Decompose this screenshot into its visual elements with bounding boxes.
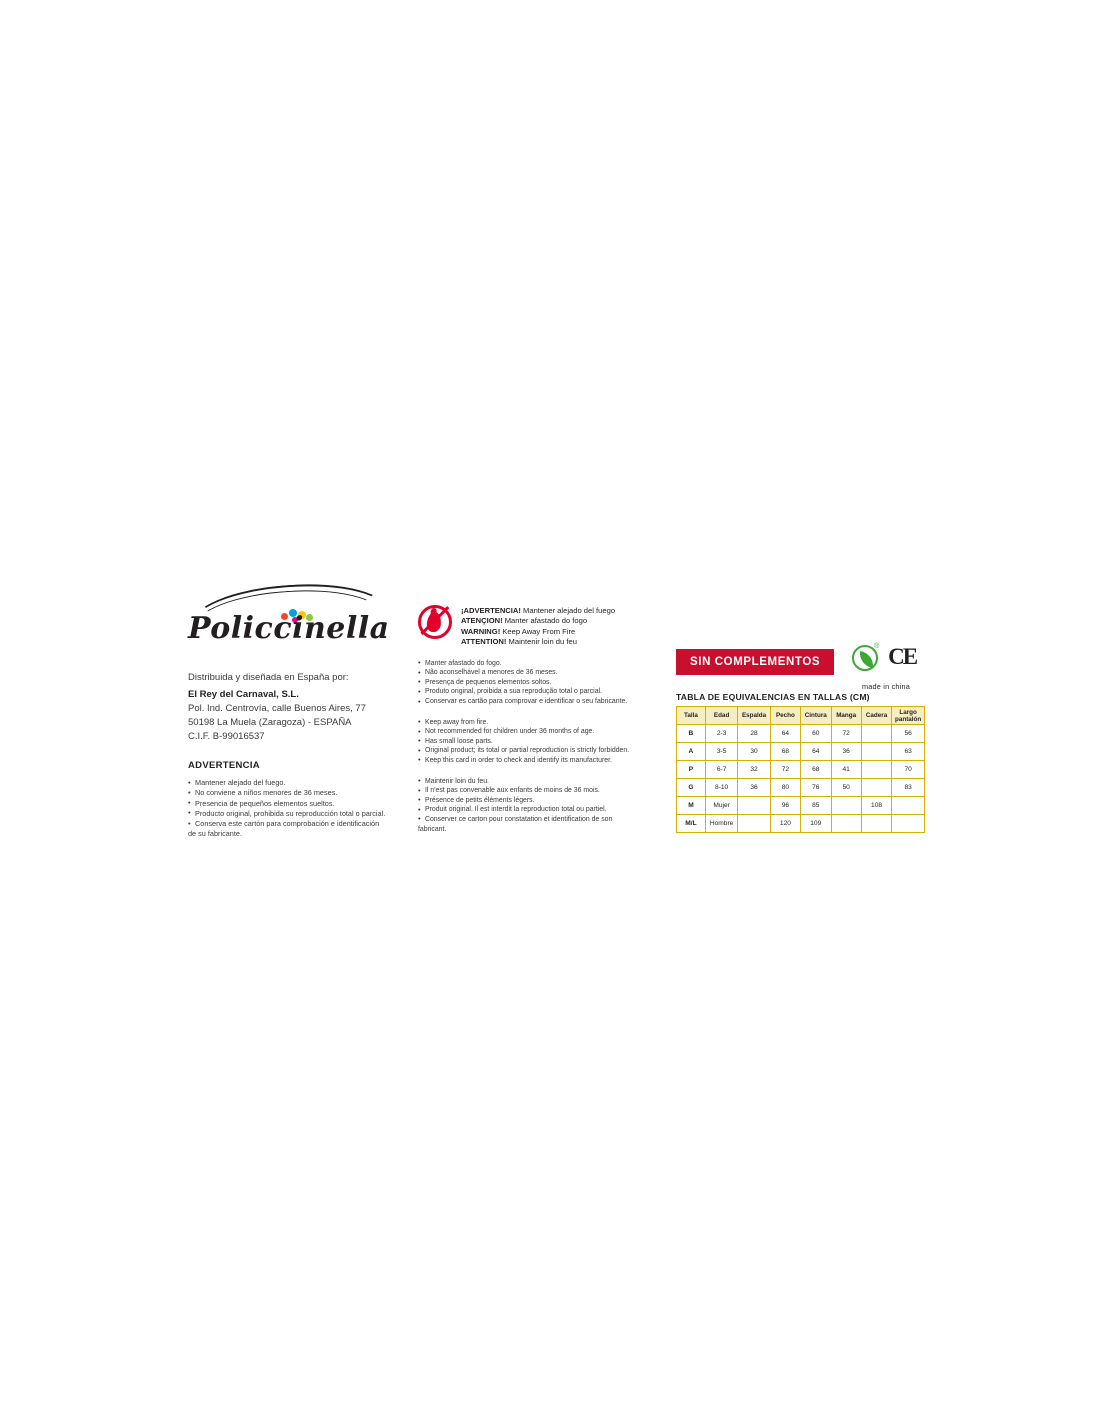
cell-age: 8-10 [705,779,737,797]
list-item: • Maintenir loin du feu. [418,777,648,787]
cell-back: 30 [738,743,771,761]
list-item: • Produto original, proibida a sua reprodução total o parcial. [418,687,648,697]
list-item: • Keep this card in order to check and identify its manufacturer. [418,756,648,766]
column-header: Largo pantalón [892,707,925,725]
list-item: • Not recommended for children under 36 months of age. [418,727,648,737]
warning-list-en-block [418,718,648,766]
cell-chest: 64 [770,725,800,743]
cell-back: 32 [738,761,771,779]
cell-chest: 96 [770,797,800,815]
list-item: • Producto original, prohibida su reproducción total o parcial. [188,809,428,819]
cell-waist: 68 [801,761,831,779]
cell-hip [861,815,891,833]
table-row [677,761,925,779]
cell-age: Hombre [705,815,737,833]
cell-hip [861,779,891,797]
list-item: • No conviene a niños menores de 36 meses. [188,788,428,798]
cell-sleeve: 36 [831,743,861,761]
cell-trouser-length [892,815,925,833]
ce-mark: CE [888,644,917,669]
cell-waist: 64 [801,743,831,761]
list-item: • Manter afastado do fogo. [418,659,648,669]
company-name: El Rey del Carnaval, S.L. [188,689,299,700]
table-row [677,797,925,815]
cell-sleeve: 41 [831,761,861,779]
warning-list-fr-block [418,777,648,835]
column-header: Edad [705,707,737,725]
list-item: • Presença de pequenos elementos soltos. [418,678,648,688]
list-item: • Presencia de pequeños elementos sueltos. [188,799,428,809]
cell-back [738,815,771,833]
cell-chest: 68 [770,743,800,761]
warning-headline-text: Keep Away From Fire [500,626,576,636]
warning-list-es [188,778,428,840]
list-item: • Mantener alejado del fuego. [188,778,428,788]
cell-waist: 85 [801,797,831,815]
company-cif: C.I.F. B-99016537 [188,731,265,742]
cell-size: B [677,725,706,743]
distributed-label: Distribuida y diseñada en España por: [188,672,349,683]
right-column [676,645,936,833]
cell-hip: 108 [861,797,891,815]
warning-headline-text: Maintenir loin du feu [506,637,577,647]
cell-sleeve: 50 [831,779,861,797]
distributor-block [188,671,428,744]
address-line-1: Pol. Ind. Centrovía, calle Buenos Aires, 77 [188,703,366,714]
column-header: Cintura [801,707,831,725]
warning-headline-label: ATTENTION! [461,637,507,647]
list-item: • Il n'est pas convenable aux enfants de moins de 36 mois. [418,786,648,796]
status-badge: SIN COMPLEMENTOS [676,649,834,675]
list-item: • Não aconselhável a menores de 36 meses. [418,668,648,678]
brand-logo [188,585,393,657]
cell-chest: 120 [770,815,800,833]
warning-list-fr [418,777,648,835]
middle-column [418,605,648,834]
cell-size: M/L [677,815,706,833]
cell-size: M [677,797,706,815]
cell-trouser-length: 83 [892,779,925,797]
cell-hip [861,725,891,743]
list-item: • Conserver ce carton pour constatation et identification de son [418,815,648,825]
cell-trouser-length: 63 [892,743,925,761]
table-row [677,743,925,761]
warning-headline-lines [461,605,615,648]
table-row [677,779,925,797]
list-item: • Conservar es cartão para comprovar e identificar o seu fabricante. [418,697,648,707]
warning-heading: ADVERTENCIA [188,760,260,771]
cell-trouser-length: 56 [892,725,925,743]
list-item: • Has small loose parts. [418,737,648,747]
cell-waist: 60 [801,725,831,743]
size-table-title: TABLA DE EQUIVALENCIAS EN TALLAS (CM) [676,692,870,702]
cell-age: 3-5 [705,743,737,761]
list-item-continuation: fabricant. [418,825,447,833]
cell-size: G [677,779,706,797]
multilingual-warning-header [418,605,648,648]
cell-trouser-length: 70 [892,761,925,779]
cell-sleeve: 72 [831,725,861,743]
table-row [677,815,925,833]
cell-size: A [677,743,706,761]
list-item: • Présence de petits éléments légers. [418,796,648,806]
column-header: Pecho [770,707,800,725]
cell-trouser-length [892,797,925,815]
certification-marks [852,645,924,679]
address-line-2: 50198 La Muela (Zaragoza) - ESPAÑA [188,717,352,728]
cell-age: 6-7 [705,761,737,779]
cell-waist: 76 [801,779,831,797]
cell-back: 36 [738,779,771,797]
list-item: • Conserva este cartón para comprobación e identificación [188,819,428,829]
list-item: • Original product; its total or partial reproduction is strictly forbidden. [418,746,648,756]
warning-headline-label: ¡ADVERTENCIA! [461,606,521,615]
logo-wordmark: Policcinella [188,611,390,646]
list-item: • Keep away from fire. [418,718,648,728]
warning-headline-label: WARNING! [461,626,501,636]
cell-sleeve [831,797,861,815]
warning-list-pt-block [418,659,648,707]
cell-hip [861,761,891,779]
warning-list-pt [418,659,648,707]
list-item-continuation: de su fabricante. [188,829,242,839]
cell-chest: 80 [770,779,800,797]
made-in-label: made in china [862,682,911,691]
cell-size: P [677,761,706,779]
cell-waist: 109 [801,815,831,833]
size-equivalence-table [676,706,925,833]
cell-hip [861,743,891,761]
column-header: Cadera [861,707,891,725]
badges-row [676,645,936,679]
table-header-row [677,707,925,725]
left-column [188,585,428,840]
registered-icon: ® [874,643,880,650]
column-header: Manga [831,707,861,725]
cell-sleeve [831,815,861,833]
list-item: • Produit original. Il est interdit la reproduction total ou partiel. [418,805,648,815]
cell-back: 28 [738,725,771,743]
table-row [677,725,925,743]
warning-headline-text: Manter afastado do fogo [502,616,588,626]
warning-headline-text: Mantener alejado del fuego [520,606,616,615]
column-header: Espalda [738,707,771,725]
cell-age: 2-3 [705,725,737,743]
warning-headline-label: ATENÇION! [461,616,503,626]
warning-list-en [418,718,648,766]
cell-age: Mujer [705,797,737,815]
column-header: Talla [677,707,706,725]
cell-chest: 72 [770,761,800,779]
cell-back [738,797,771,815]
no-fire-icon [418,605,452,639]
